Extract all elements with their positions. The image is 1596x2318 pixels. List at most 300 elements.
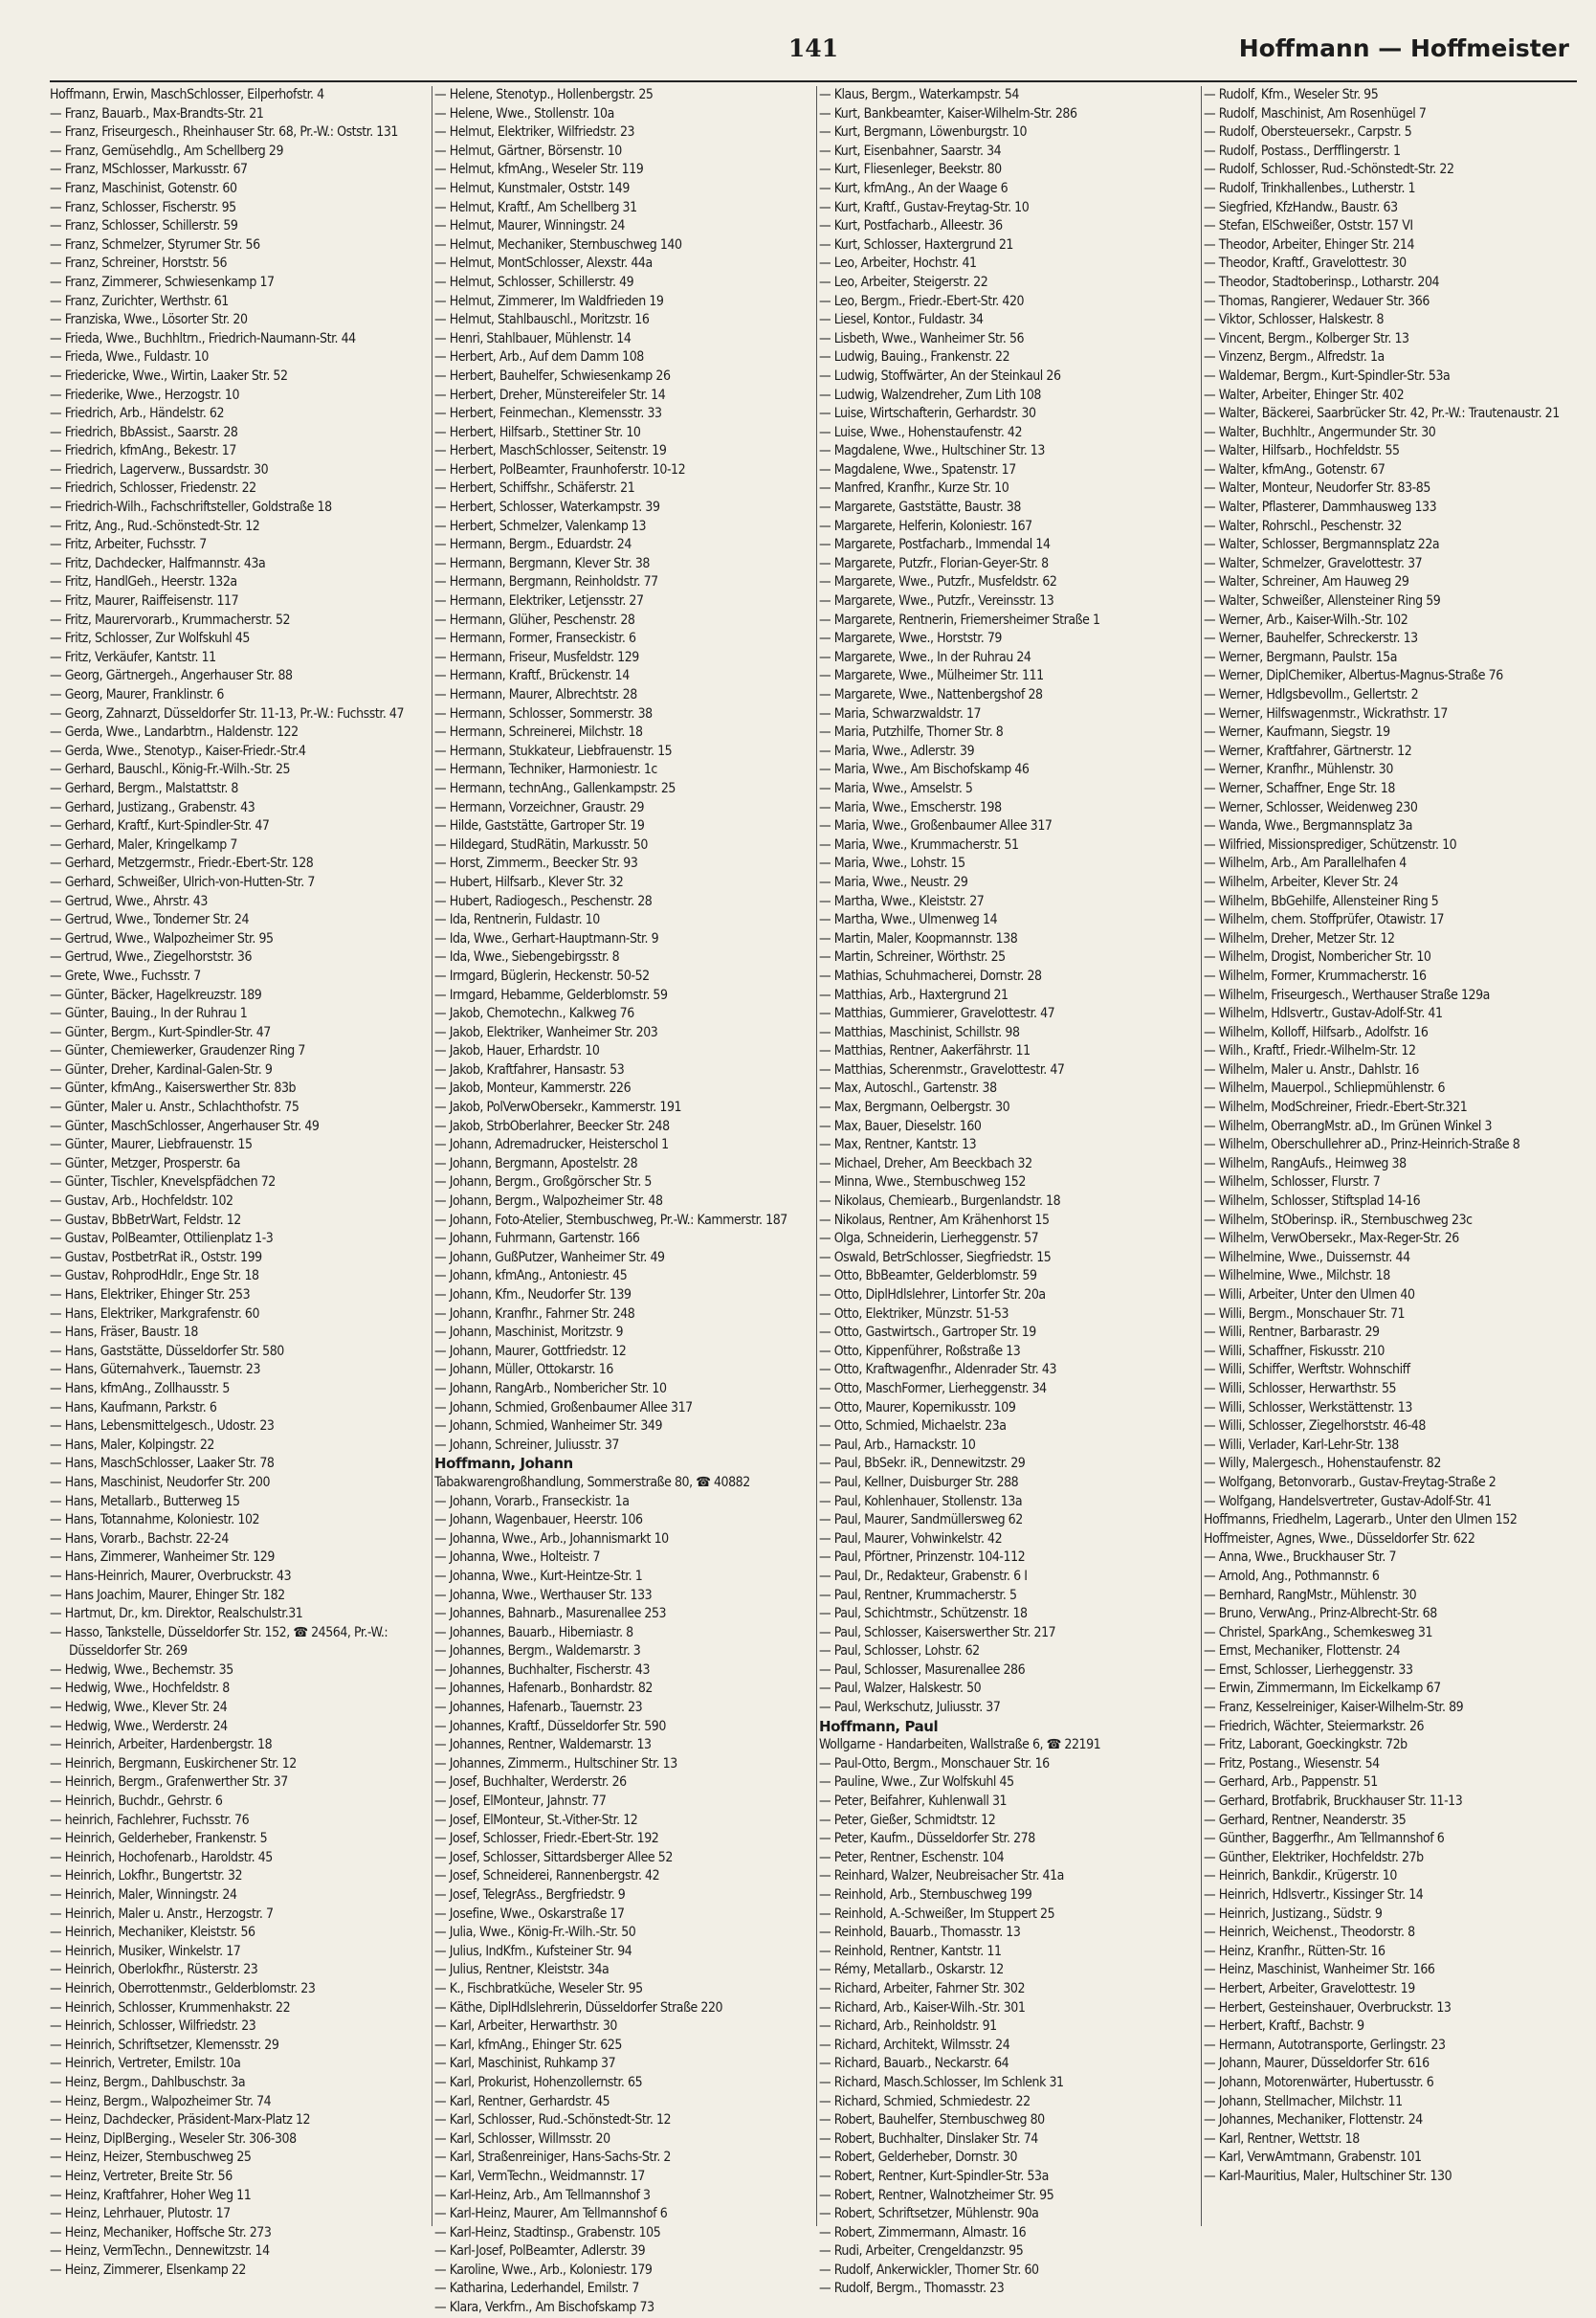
directory-entry: — Wilhelm, Oberschullehrer aD., Prinz-Heinrich-Straße 8: [1204, 1137, 1520, 1153]
directory-entry: — Walter, Rohrschl., Peschenstr. 32: [1204, 518, 1402, 534]
directory-entry: — Walter, Pflasterer, Dammhausweg 133: [1204, 500, 1437, 516]
directory-entry: — Günter, kfmAng., Kaiserswerther Str. 83b: [50, 1081, 297, 1097]
directory-entry: — Heinz, Dachdecker, Präsident-Marx-Platz 12: [50, 2112, 311, 2129]
directory-entry: — Rudolf, Obersteuersekr., Carpstr. 5: [1204, 124, 1412, 141]
directory-entry: — Ida, Wwe., Gerhart-Hauptmann-Str. 9: [434, 930, 659, 947]
directory-entry: — Reinhold, A.-Schweißer, Im Stuppert 25: [819, 1906, 1055, 1922]
directory-entry: — Magdalene, Wwe., Hultschiner Str. 13: [819, 443, 1045, 459]
directory-entry: — Peter, Kaufm., Düsseldorfer Str. 278: [819, 1831, 1035, 1847]
directory-entry: — Rudolf, Schlosser, Rud.-Schönstedt-Str. 22: [1204, 162, 1454, 178]
directory-entry: — Karl-Heinz, Arb., Am Tellmannshof 3: [434, 2187, 651, 2203]
directory-entry: — Hans, Metallarb., Butterweg 15: [50, 1493, 240, 1509]
directory-entry: — Johann, Maschinist, Moritzstr. 9: [434, 1325, 624, 1341]
directory-entry: — Minna, Wwe., Sternbuschweg 152: [819, 1174, 1026, 1191]
directory-entry: — Pauline, Wwe., Zur Wolfskuhl 45: [819, 1774, 1014, 1791]
directory-entry: — Luise, Wwe., Hohenstaufenstr. 42: [819, 424, 1023, 440]
directory-entry: — Johann, Maurer, Düsseldorfer Str. 616: [1204, 2056, 1430, 2072]
directory-entry: — Johannes, Bahnarb., Masurenallee 253: [434, 1606, 667, 1622]
directory-entry: — Ludwig, Bauing., Frankenstr. 22: [819, 349, 1010, 366]
directory-entry: — Gustav, PostbetrRat iR., Oststr. 199: [50, 1249, 262, 1265]
directory-entry: — Max, Bauer, Dieselstr. 160: [819, 1118, 982, 1134]
directory-entry: — Julius, Rentner, Kleiststr. 34a: [434, 1962, 610, 1978]
directory-entry: — Günther, Elektriker, Hochfeldstr. 27b: [1204, 1849, 1424, 1865]
directory-entry: — Paul, Schlosser, Masurenallee 286: [819, 1661, 1026, 1678]
directory-entry: — Hans, Maler, Kolpingstr. 22: [50, 1437, 214, 1453]
directory-entry: — Karl, VermTechn., Weidmannstr. 17: [434, 2168, 645, 2184]
directory-entry: — Wanda, Wwe., Bergmannsplatz 3a: [1204, 818, 1413, 835]
directory-entry: — Herbert, MaschSchlosser, Seitenstr. 19: [434, 443, 667, 459]
directory-entry: — Johann, RangArb., Nombericher Str. 10: [434, 1380, 667, 1396]
directory-entry: — Hans, Lebensmittelgesch., Udostr. 23: [50, 1418, 275, 1435]
directory-entry: — Jakob, Monteur, Kammerstr. 226: [434, 1081, 632, 1097]
directory-entry: — Hans-Heinrich, Maurer, Overbruckstr. 43: [50, 1568, 292, 1584]
directory-entry: — Richard, Schmied, Schmiedestr. 22: [819, 2093, 1031, 2109]
page-number: 141: [787, 34, 839, 62]
directory-entry: — Richard, Arb., Kaiser-Wilh.-Str. 301: [819, 1999, 1026, 2016]
directory-entry: — Christel, SparkAng., Schemkesweg 31: [1204, 1624, 1433, 1640]
directory-entry: — Heinrich, Bergmann, Euskirchener Str. 12: [50, 1755, 297, 1772]
directory-entry: — Oswald, BetrSchlosser, Siegfriedstr. 15: [819, 1249, 1052, 1265]
directory-entry: — Karl, Straßenreiniger, Hans-Sachs-Str. 2: [434, 2150, 671, 2166]
directory-entry: — Johannes, Zimmerm., Hultschiner Str. 13: [434, 1755, 677, 1772]
directory-entry: — Friedrich-Wilh., Fachschriftsteller, Goldstraße 18: [50, 500, 332, 516]
directory-entry: — Friedrich, kfmAng., Bekestr. 17: [50, 443, 236, 459]
directory-entry: — Richard, Bauarb., Neckarstr. 64: [819, 2056, 1009, 2072]
directory-entry: — Herbert, Gesteinshauer, Overbruckstr. 13: [1204, 1999, 1452, 2016]
directory-entry: — Hartmut, Dr., km. Direktor, Realschulstr.31: [50, 1606, 303, 1622]
directory-entry: — Willi, Schaffner, Fiskusstr. 210: [1204, 1343, 1385, 1359]
column-3: [819, 86, 1197, 2297]
directory-entry: — Werner, Hilfswagenmstr., Wickrathstr. 17: [1204, 705, 1448, 722]
directory-entry: — Irmgard, Hebamme, Gelderblomstr. 59: [434, 987, 668, 1003]
directory-entry: — Josef, ElMonteur, Jahnstr. 77: [434, 1794, 607, 1810]
directory-entry: — Liesel, Kontor., Fuldastr. 34: [819, 312, 984, 328]
directory-entry: — Wilhelm, StOberinsp. iR., Sternbuschweg 23c: [1204, 1212, 1473, 1228]
business-entry-heading: Hoffmann, Paul: [819, 1717, 939, 1735]
directory-entry: — Werner, DiplChemiker, Albertus-Magnus-Straße 76: [1204, 668, 1503, 684]
directory-entry: — Theodor, Arbeiter, Ehinger Str. 214: [1204, 236, 1415, 253]
directory-entry: — Fritz, Laborant, Goeckingkstr. 72b: [1204, 1737, 1408, 1753]
directory-entry: — Wilhelm, ModSchreiner, Friedr.-Ebert-Str.321: [1204, 1100, 1468, 1116]
directory-entry: — Maria, Wwe., Lohstr. 15: [819, 856, 965, 872]
directory-entry: — Willi, Schlosser, Ziegelhorststr. 46-48: [1204, 1418, 1426, 1435]
directory-entry: — Günter, Metzger, Prosperstr. 6a: [50, 1155, 240, 1171]
directory-entry: — Georg, Zahnarzt, Düsseldorfer Str. 11-13, Pr.-W.: Fuchsstr. 47: [50, 705, 405, 722]
directory-entry: Wollgarne - Handarbeiten, Wallstraße 6, ☎ 22191: [819, 1737, 1101, 1753]
directory-entry: — Hermann, Techniker, Harmoniestr. 1c: [434, 762, 657, 778]
directory-entry: — Maria, Wwe., Großenbaumer Allee 317: [819, 818, 1053, 835]
directory-entry: — Magdalene, Wwe., Spatenstr. 17: [819, 461, 1016, 478]
directory-entry: — Max, Bergmann, Oelbergstr. 30: [819, 1100, 1010, 1116]
directory-entry: — Wilhelm, Maler u. Anstr., Dahlstr. 16: [1204, 1061, 1419, 1078]
directory-entry: — Gerhard, Schweißer, Ulrich-von-Hutten-Str. 7: [50, 874, 315, 890]
directory-entry: — Hans, Elektriker, Ehinger Str. 253: [50, 1287, 251, 1303]
directory-entry: — Robert, Buchhalter, Dinslaker Str. 74: [819, 2130, 1038, 2147]
directory-entry: — Manfred, Kranfhr., Kurze Str. 10: [819, 480, 1009, 497]
directory-entry: — Gustav, Arb., Hochfeldstr. 102: [50, 1193, 233, 1210]
directory-entry: — Gerhard, Justizang., Grabenstr. 43: [50, 799, 255, 815]
directory-entry: — Erwin, Zimmermann, Im Eickelkamp 67: [1204, 1681, 1441, 1697]
directory-entry: — Josef, Schlosser, Sittardsberger Allee 52: [434, 1849, 673, 1865]
directory-entry: — Kurt, Fliesenleger, Beekstr. 80: [819, 162, 1002, 178]
directory-entry: — Wilhelm, Kolloff, Hilfsarb., Adolfstr. 16: [1204, 1024, 1429, 1040]
business-entry-heading: Hoffmann, Johann: [434, 1455, 573, 1473]
directory-entry: — Lisbeth, Wwe., Wanheimer Str. 56: [819, 330, 1025, 346]
directory-entry: — Hilde, Gaststätte, Gartroper Str. 19: [434, 818, 645, 835]
directory-entry: — Hans, Zimmerer, Wanheimer Str. 129: [50, 1549, 275, 1566]
directory-entry: — Karl-Heinz, Maurer, Am Tellmannshof 6: [434, 2206, 668, 2222]
directory-entry: — Johanna, Wwe., Arb., Johannismarkt 10: [434, 1530, 669, 1547]
directory-entry: — Heinrich, Weichenst., Theodorstr. 8: [1204, 1925, 1415, 1941]
directory-entry: — Ludwig, Walzendreher, Zum Lith 108: [819, 387, 1041, 403]
directory-entry: — Peter, Gießer, Schmidtstr. 12: [819, 1812, 996, 1828]
directory-entry: — Günter, MaschSchlosser, Angerhauser Str. 49: [50, 1118, 320, 1134]
directory-entry: — Jakob, PolVerwObersekr., Kammerstr. 191: [434, 1100, 682, 1116]
directory-entry: — Margarete, Wwe., In der Ruhrau 24: [819, 649, 1031, 665]
directory-entry: — Johannes, Hafenarb., Tauernstr. 23: [434, 1700, 643, 1716]
directory-entry: — Heinz, Kranfhr., Rütten-Str. 16: [1204, 1943, 1385, 1959]
directory-entry: — Helmut, Mechaniker, Sternbuschweg 140: [434, 236, 682, 253]
directory-entry: — Wolfgang, Handelsvertreter, Gustav-Adolf-Str. 41: [1204, 1493, 1492, 1509]
directory-entry: — Franz, Schmelzer, Styrumer Str. 56: [50, 236, 260, 253]
header-rule: [50, 80, 1577, 82]
directory-entry: — Friedrich, Lagerverw., Bussardstr. 30: [50, 461, 269, 478]
directory-entry: — Reinhold, Rentner, Kantstr. 11: [819, 1943, 1002, 1959]
directory-entry: — Gerda, Wwe., Landarbtrn., Haldenstr. 122: [50, 724, 299, 741]
directory-entry: — Wilhelm, Schlosser, Stiftsplad 14-16: [1204, 1193, 1421, 1210]
directory-entry: — Jakob, Kraftfahrer, Hansastr. 53: [434, 1061, 625, 1078]
directory-entry: — Heinrich, Bergm., Grafenwerther Str. 37: [50, 1774, 288, 1791]
directory-entry: — Margarete, Wwe., Nattenbergshof 28: [819, 687, 1043, 702]
directory-entry: — Kurt, Bankbeamter, Kaiser-Wilhelm-Str. 286: [819, 105, 1077, 122]
directory-entry: — Luise, Wirtschafterin, Gerhardstr. 30: [819, 406, 1036, 422]
directory-entry: — Bruno, VerwAng., Prinz-Albrecht-Str. 68: [1204, 1606, 1437, 1622]
directory-entry: — Hans, Fräser, Baustr. 18: [50, 1325, 198, 1341]
directory-entry: — Johann, Motorenwärter, Hubertusstr. 6: [1204, 2074, 1434, 2090]
directory-entry: — Hermann, Bergmann, Reinholdstr. 77: [434, 574, 658, 591]
directory-entry: — Vinzenz, Bergm., Alfredstr. 1a: [1204, 349, 1385, 366]
directory-entry: — Paul, Walzer, Halskestr. 50: [819, 1681, 982, 1697]
directory-entry: — Hedwig, Wwe., Klever Str. 24: [50, 1700, 228, 1716]
directory-entry: — Viktor, Schlosser, Halskestr. 8: [1204, 312, 1385, 328]
directory-entry: — Rudolf, Kfm., Weseler Str. 95: [1204, 87, 1379, 102]
directory-entry: — Hans Joachim, Maurer, Ehinger Str. 182: [50, 1587, 285, 1603]
directory-entry: — Werner, Kranfhr., Mühlenstr. 30: [1204, 762, 1393, 778]
directory-entry: — Heinrich, Schriftsetzer, Klemensstr. 29: [50, 2037, 279, 2053]
directory-entry: — Herbert, Dreher, Münstereifeler Str. 14: [434, 387, 666, 403]
directory-entry: — Johann, Müller, Ottokarstr. 16: [434, 1362, 613, 1378]
directory-entry: — Josefine, Wwe., Oskarstraße 17: [434, 1906, 625, 1922]
directory-entry: — Johannes, Bergm., Waldemarstr. 3: [434, 1643, 641, 1660]
directory-entry: — Josef, Buchhalter, Werderstr. 26: [434, 1774, 627, 1791]
directory-entry: — Paul, Schlosser, Kaiserswerther Str. 217: [819, 1624, 1056, 1640]
directory-entry: — Werner, Schlosser, Weidenweg 230: [1204, 799, 1418, 815]
directory-entry: — Wilhelm, Drogist, Nombericher Str. 10: [1204, 949, 1431, 966]
directory-entry: — Heinrich, Justizang., Südstr. 9: [1204, 1906, 1383, 1922]
directory-entry: — Martin, Schreiner, Wörthstr. 25: [819, 949, 1006, 966]
directory-entry: — Otto, DiplHdlslehrer, Lintorfer Str. 20a: [819, 1287, 1046, 1303]
directory-entry: — Walter, Schweißer, Allensteiner Ring 59: [1204, 593, 1441, 610]
directory-entry: — Julius, IndKfm., Kufsteiner Str. 94: [434, 1943, 632, 1959]
directory-entry: — Theodor, Kraftf., Gravelottestr. 30: [1204, 256, 1407, 272]
directory-entry: — Hans, Elektriker, Markgrafenstr. 60: [50, 1305, 260, 1322]
directory-entry: — Hans, Totannahme, Koloniestr. 102: [50, 1512, 260, 1528]
directory-entry: — Walter, Monteur, Neudorfer Str. 83-85: [1204, 480, 1430, 497]
directory-entry: — Kurt, Eisenbahner, Saarstr. 34: [819, 143, 1002, 159]
directory-entry: — Stefan, ElSchweißer, Oststr. 157 VI: [1204, 218, 1413, 234]
directory-entry: — Werner, Kaufmann, Siegstr. 19: [1204, 724, 1390, 741]
directory-entry: — Ernst, Schlosser, Lierheggenstr. 33: [1204, 1661, 1413, 1678]
directory-entry: — Helmut, Zimmerer, Im Waldfrieden 19: [434, 293, 664, 309]
directory-entry: — Martha, Wwe., Kleiststr. 27: [819, 893, 985, 909]
directory-entry: — Heinrich, Hochofenarb., Haroldstr. 45: [50, 1849, 273, 1865]
directory-entry: — Herbert, Hilfsarb., Stettiner Str. 10: [434, 424, 641, 440]
directory-entry: — Willi, Schlosser, Herwarthstr. 55: [1204, 1380, 1397, 1396]
directory-entry: — Herbert, Schmelzer, Valenkamp 13: [434, 518, 647, 534]
directory-entry: — Heinrich, Schlosser, Krummenhakstr. 22: [50, 1999, 291, 2016]
directory-entry: — Maria, Wwe., Neustr. 29: [819, 874, 968, 890]
directory-entry: — Johannes, Mechaniker, Flottenstr. 24: [1204, 2112, 1423, 2129]
directory-entry: — Johann, GußPutzer, Wanheimer Str. 49: [434, 1249, 665, 1265]
directory-entry: — Willy, Malergesch., Hohenstaufenstr. 82: [1204, 1456, 1441, 1472]
directory-entry: — Johann, Bergm., Großgörscher Str. 5: [434, 1174, 652, 1191]
directory-entry: — Rémy, Metallarb., Oskarstr. 12: [819, 1962, 1004, 1978]
directory-entry: — Gertrud, Wwe., Tonderner Str. 24: [50, 912, 250, 928]
directory-entry: — Anna, Wwe., Bruckhauser Str. 7: [1204, 1549, 1397, 1566]
directory-entry: — Josef, TelegrAss., Bergfriedstr. 9: [434, 1887, 626, 1903]
directory-entry: — Margarete, Postfacharb., Immendal 14: [819, 537, 1051, 553]
directory-entry: — Fritz, Ang., Rud.-Schönstedt-Str. 12: [50, 518, 260, 534]
directory-entry: — Paul, Schlosser, Lohstr. 62: [819, 1643, 980, 1660]
directory-entry: — Helene, Wwe., Stollenstr. 10a: [434, 105, 614, 122]
directory-entry: — Richard, Architekt, Wilmsstr. 24: [819, 2037, 1010, 2053]
directory-entry: — Jakob, StrbOberlahrer, Beecker Str. 248: [434, 1118, 670, 1134]
directory-entry: — Johanna, Wwe., Kurt-Heintze-Str. 1: [434, 1568, 643, 1584]
directory-entry: — Werner, Arb., Kaiser-Wilh.-Str. 102: [1204, 612, 1408, 628]
directory-entry: — Kurt, Schlosser, Haxtergrund 21: [819, 236, 1013, 253]
directory-entry: — Wilhelm, Arb., Am Parallelhafen 4: [1204, 856, 1407, 872]
directory-entry: — Hermann, Bergm., Eduardstr. 24: [434, 537, 632, 553]
directory-entry: — Margarete, Wwe., Putzfr., Vereinsstr. 13: [819, 593, 1054, 610]
directory-entry: — Günter, Maurer, Liebfrauenstr. 15: [50, 1137, 253, 1153]
directory-entry: — Ernst, Mechaniker, Flottenstr. 24: [1204, 1643, 1401, 1660]
directory-entry: — Hermann, Schreinerei, Milchstr. 18: [434, 724, 643, 741]
directory-entry: — Margarete, Wwe., Mülheimer Str. 111: [819, 668, 1044, 684]
directory-entry: — Herbert, Arbeiter, Gravelottestr. 19: [1204, 1980, 1415, 1996]
directory-entry: — Karl, Schlosser, Willmsstr. 20: [434, 2130, 610, 2147]
directory-entry: — Werner, Schaffner, Enge Str. 18: [1204, 780, 1395, 796]
directory-entry: — Gustav, BbBetrWart, Feldstr. 12: [50, 1212, 241, 1228]
directory-entry: — Karl, Schlosser, Rud.-Schönstedt-Str. 12: [434, 2112, 672, 2129]
directory-entry: — Margarete, Wwe., Putzfr., Musfeldstr. 62: [819, 574, 1057, 591]
directory-entry: — Helmut, MontSchlosser, Alexstr. 44a: [434, 256, 653, 272]
directory-entry: — Werner, Hdlgsbevollm., Gellertstr. 2: [1204, 687, 1419, 702]
directory-entry: — Robert, Zimmermann, Almastr. 16: [819, 2224, 1027, 2240]
directory-entry: — Heinrich, Vertreter, Emilstr. 10a: [50, 2056, 241, 2072]
directory-entry: Hoffmanns, Friedhelm, Lagerarb., Unter den Ulmen 152: [1204, 1512, 1518, 1528]
directory-entry: — Walter, Buchhltr., Angermunder Str. 30: [1204, 424, 1436, 440]
directory-entry: — Matthias, Scherenmstr., Gravelottestr. 47: [819, 1061, 1065, 1078]
directory-entry: — Hermann, Friseur, Musfeldstr. 129: [434, 649, 639, 665]
directory-entry: — Matthias, Gummierer, Gravelottestr. 47: [819, 1006, 1055, 1022]
directory-entry: — Karl, Rentner, Gerhardstr. 45: [434, 2093, 610, 2109]
directory-entry: — Richard, Masch.Schlosser, Im Schlenk 31: [819, 2074, 1064, 2090]
directory-entry: — Rudolf, Ankerwickler, Thorner Str. 60: [819, 2262, 1039, 2278]
directory-entry: — Herbert, Kraftf., Bachstr. 9: [1204, 2018, 1364, 2035]
directory-entry: — Margarete, Rentnerin, Friemersheimer Straße 1: [819, 612, 1100, 628]
directory-entry: — Waldemar, Bergm., Kurt-Spindler-Str. 53a: [1204, 368, 1451, 384]
directory-entry: — Jakob, Chemotechn., Kalkweg 76: [434, 1006, 634, 1022]
directory-entry: — Franz, Friseurgesch., Rheinhauser Str. 68, Pr.-W.: Oststr. 131: [50, 124, 398, 141]
directory-entry: — Gerhard, Brotfabrik, Bruckhauser Str. 11-13: [1204, 1794, 1463, 1810]
directory-entry: — Irmgard, Büglerin, Heckenstr. 50-52: [434, 968, 650, 984]
directory-entry: — Gustav, PolBeamter, Ottilienplatz 1-3: [50, 1231, 274, 1247]
directory-entry: — Johann, Schreiner, Juliusstr. 37: [434, 1437, 619, 1453]
directory-entry: — Margarete, Gaststätte, Baustr. 38: [819, 500, 1021, 516]
directory-entry: — Georg, Gärtnergeh., Angerhauser Str. 88: [50, 668, 293, 684]
directory-entry: — Werner, Bauhelfer, Schreckerstr. 13: [1204, 631, 1418, 647]
directory-entry: — Hermann, Maurer, Albrechtstr. 28: [434, 687, 637, 702]
directory-entry: — Gerhard, Rentner, Neanderstr. 35: [1204, 1812, 1407, 1828]
directory-entry: — Heinz, Maschinist, Wanheimer Str. 166: [1204, 1962, 1435, 1978]
directory-entry: — Otto, Gastwirtsch., Gartroper Str. 19: [819, 1325, 1036, 1341]
directory-entry: — Olga, Schneiderin, Lierheggenstr. 57: [819, 1231, 1039, 1247]
directory-entry: — Herbert, PolBeamter, Fraunhoferstr. 10-12: [434, 461, 686, 478]
directory-entry: — Heinrich, Buchdr., Gehrstr. 6: [50, 1794, 223, 1810]
directory-entry: — Rudolf, Maschinist, Am Rosenhügel 7: [1204, 105, 1427, 122]
directory-entry: — Leo, Arbeiter, Hochstr. 41: [819, 256, 977, 272]
directory-entry: — Hans, kfmAng., Zollhausstr. 5: [50, 1380, 230, 1396]
directory-entry: — Thomas, Rangierer, Wedauer Str. 366: [1204, 293, 1430, 309]
directory-entry: — Willi, Arbeiter, Unter den Ulmen 40: [1204, 1287, 1415, 1303]
directory-entry: — Arnold, Ang., Pothmannstr. 6: [1204, 1568, 1380, 1584]
directory-entry: — Gerhard, Metzgermstr., Friedr.-Ebert-Str. 128: [50, 856, 314, 872]
directory-entry: — Gerhard, Bergm., Malstattstr. 8: [50, 780, 238, 796]
directory-entry: — Hermann, Vorzeichner, Graustr. 29: [434, 799, 645, 815]
directory-entry: — Karl, Arbeiter, Herwarthstr. 30: [434, 2018, 617, 2035]
directory-entry: — Wilfried, Missionsprediger, Schützenstr. 10: [1204, 836, 1457, 853]
directory-entry: — Richard, Arbeiter, Fahrner Str. 302: [819, 1980, 1026, 1996]
directory-entry: — Katharina, Lederhandel, Emilstr. 7: [434, 2281, 639, 2297]
directory-entry: — Josef, ElMonteur, St.-Vither-Str. 12: [434, 1812, 638, 1828]
directory-entry: — Kurt, Kraftf., Gustav-Freytag-Str. 10: [819, 199, 1030, 215]
directory-entry: — Herbert, Bauhelfer, Schwiesenkamp 26: [434, 368, 671, 384]
directory-entry: — Heinz, Mechaniker, Hoffsche Str. 273: [50, 2224, 272, 2240]
directory-entry: — Fritz, Verkäufer, Kantstr. 11: [50, 649, 216, 665]
directory-entry: — Maria, Wwe., Adlerstr. 39: [819, 743, 975, 759]
directory-entry: — Günter, Bauing., In der Ruhrau 1: [50, 1006, 248, 1022]
directory-entry: — Heinrich, Maler, Winningstr. 24: [50, 1887, 237, 1903]
directory-entry: — Hedwig, Wwe., Hochfeldstr. 8: [50, 1681, 230, 1697]
directory-entry: — Franz, Kesselreiniger, Kaiser-Wilhelm-Str. 89: [1204, 1700, 1464, 1716]
directory-entry: — Günther, Baggerfhr., Am Tellmannshof 6: [1204, 1831, 1445, 1847]
directory-entry: — Franz, Zimmerer, Schwiesenkamp 17: [50, 274, 275, 290]
directory-entry: — Klaus, Bergm., Waterkampstr. 54: [819, 87, 1019, 102]
directory-entry: — Heinz, Vertreter, Breite Str. 56: [50, 2168, 233, 2184]
directory-entry: — heinrich, Fachlehrer, Fuchsstr. 76: [50, 1812, 250, 1828]
directory-entry: — Herbert, Schiffshr., Schäferstr. 21: [434, 480, 635, 497]
directory-entry: — Nikolaus, Chemiearb., Burgenlandstr. 18: [819, 1193, 1061, 1210]
directory-entry: — Otto, Schmied, Michaelstr. 23a: [819, 1418, 1007, 1435]
directory-entry: — Mathias, Schuhmacherei, Dornstr. 28: [819, 968, 1042, 984]
directory-entry: — Gertrud, Wwe., Walpozheimer Str. 95: [50, 930, 274, 947]
directory-entry: — Wilhelmine, Wwe., Milchstr. 18: [1204, 1268, 1390, 1284]
directory-entry: — Willi, Bergm., Monschauer Str. 71: [1204, 1305, 1406, 1322]
directory-entry: — Friedrich, Schlosser, Friedenstr. 22: [50, 480, 256, 497]
directory-entry: — Günter, Bäcker, Hagelkreuzstr. 189: [50, 987, 262, 1003]
directory-entry: — Gerhard, Arb., Pappenstr. 51: [1204, 1774, 1378, 1791]
directory-entry: — Helene, Stenotyp., Hollenbergstr. 25: [434, 87, 654, 102]
directory-entry: — Karl, Rentner, Wettstr. 18: [1204, 2130, 1360, 2147]
directory-entry: — Paul, Kohlenhauer, Stollenstr. 13a: [819, 1493, 1023, 1509]
directory-entry: — Heinz, Zimmerer, Elsenkamp 22: [50, 2262, 246, 2278]
directory-entry: — Otto, Maurer, Kopernikusstr. 109: [819, 1399, 1016, 1415]
directory-entry: — Wilhelm, Arbeiter, Klever Str. 24: [1204, 874, 1399, 890]
directory-entry: — Karl, VerwAmtmann, Grabenstr. 101: [1204, 2150, 1422, 2166]
directory-entry: — Friedericke, Wwe., Wirtin, Laaker Str. 52: [50, 368, 288, 384]
directory-entry: — Franziska, Wwe., Lösorter Str. 20: [50, 312, 248, 328]
directory-entry: — Hedwig, Wwe., Werderstr. 24: [50, 1718, 228, 1734]
directory-entry: — Hermann, Glüher, Peschenstr. 28: [434, 612, 635, 628]
directory-entry: — Fritz, Maurervorarb., Krummacherstr. 52: [50, 612, 291, 628]
directory-entry: — Heinrich, Musiker, Winkelstr. 17: [50, 1943, 241, 1959]
directory-entry: — Hans, Vorarb., Bachstr. 22-24: [50, 1530, 229, 1547]
directory-entry: — Helmut, Kunstmaler, Oststr. 149: [434, 180, 630, 196]
directory-entry: — Helmut, Maurer, Winningstr. 24: [434, 218, 625, 234]
directory-entry: — Herbert, Arb., Auf dem Damm 108: [434, 349, 644, 366]
directory-entry: — Fritz, Maurer, Raiffeisenstr. 117: [50, 593, 239, 610]
directory-entry: — Frieda, Wwe., Buchhltrn., Friedrich-Naumann-Str. 44: [50, 330, 356, 346]
directory-entry: — Wilhelm, Hdlsvertr., Gustav-Adolf-Str. 41: [1204, 1006, 1443, 1022]
directory-entry: — Margarete, Helferin, Koloniestr. 167: [819, 518, 1032, 534]
directory-entry: — Helmut, Gärtner, Börsenstr. 10: [434, 143, 622, 159]
directory-entry: — Kurt, Bergmann, Löwenburgstr. 10: [819, 124, 1028, 141]
directory-entry: — Helmut, Kraftf., Am Schellberg 31: [434, 199, 637, 215]
directory-entry: — Paul, BbSekr. iR., Dennewitzstr. 29: [819, 1456, 1026, 1472]
directory-entry: — Max, Autoschl., Gartenstr. 38: [819, 1081, 997, 1097]
directory-entry: — Wilhelm, BbGehilfe, Allensteiner Ring 5: [1204, 893, 1439, 909]
directory-entry: — Bernhard, RangMstr., Mühlenstr. 30: [1204, 1587, 1417, 1603]
directory-entry: — Hermann, Kraftf., Brückenstr. 14: [434, 668, 630, 684]
directory-entry: — Heinrich, Gelderheber, Frankenstr. 5: [50, 1831, 268, 1847]
directory-entry: — Friedrich, Arb., Händelstr. 62: [50, 406, 225, 422]
directory-entry: — Fritz, Postang., Wiesenstr. 54: [1204, 1755, 1380, 1772]
directory-entry: — Walter, Schlosser, Bergmannsplatz 22a: [1204, 537, 1440, 553]
directory-entry: — Ida, Wwe., Siebengebirgsstr. 8: [434, 949, 620, 966]
directory-entry: — Karl-Heinz, Stadtinsp., Grabenstr. 105: [434, 2224, 661, 2240]
directory-entry: — Matthias, Maschinist, Schillstr. 98: [819, 1024, 1020, 1040]
directory-entry: — Rudolf, Bergm., Thomasstr. 23: [819, 2281, 1005, 2297]
directory-entry: — Johann, Bergmann, Apostelstr. 28: [434, 1155, 638, 1171]
directory-entry: — Käthe, DiplHdlslehrerin, Düsseldorfer Straße 220: [434, 1999, 723, 2016]
directory-entry: — Heinrich, Lokfhr., Bungertstr. 32: [50, 1868, 243, 1884]
directory-entry: — Hermann, Autotransporte, Gerlingstr. 23: [1204, 2037, 1446, 2053]
directory-entry: — Julia, Wwe., König-Fr.-Wilh.-Str. 50: [434, 1925, 636, 1941]
directory-entry: — Robert, Schriftsetzer, Mühlenstr. 90a: [819, 2206, 1039, 2222]
directory-entry: — Wilhelm, Dreher, Metzer Str. 12: [1204, 930, 1395, 947]
directory-entry: — Johann, Adremadrucker, Heisterschol 1: [434, 1137, 669, 1153]
directory-entry: — Reinhold, Bauarb., Thomasstr. 13: [819, 1925, 1021, 1941]
directory-entry: — Leo, Bergm., Friedr.-Ebert-Str. 420: [819, 293, 1025, 309]
directory-entry: — Johann, Vorarb., Franseckistr. 1a: [434, 1493, 630, 1509]
directory-entry: — Hans, Kaufmann, Parkstr. 6: [50, 1399, 217, 1415]
directory-entry: — Wilhelm, Friseurgesch., Werthauser Straße 129a: [1204, 987, 1490, 1003]
directory-entry: — Willi, Verlader, Karl-Lehr-Str. 138: [1204, 1437, 1399, 1453]
directory-entry: — Gerhard, Maler, Kringelkamp 7: [50, 836, 237, 853]
directory-entry: — Hermann, Schlosser, Sommerstr. 38: [434, 705, 653, 722]
directory-entry: — Willi, Rentner, Barbarastr. 29: [1204, 1325, 1380, 1341]
directory-entry: — Josef, Schneiderei, Rannenbergstr. 42: [434, 1868, 660, 1884]
